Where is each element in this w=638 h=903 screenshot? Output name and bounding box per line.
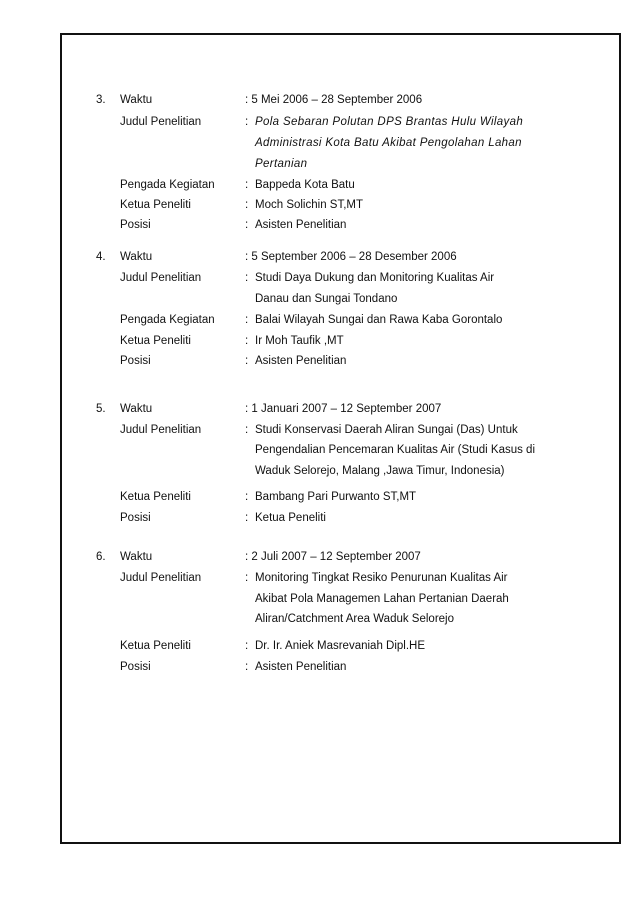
posisi-label: Posisi <box>120 512 151 524</box>
waktu-value: : 5 Mei 2006 – 28 September 2006 <box>245 94 423 106</box>
colon: : <box>245 335 249 347</box>
colon: : <box>245 661 249 673</box>
judul-line: Pertanian <box>255 158 308 170</box>
pengada-value: Balai Wilayah Sungai dan Rawa Kaba Gorontalo <box>255 314 503 326</box>
judul-line: Studi Konservasi Daerah Aliran Sungai (Das) Untuk <box>255 424 518 436</box>
judul-label: Judul Penelitian <box>120 424 202 436</box>
ketua-label: Ketua Peneliti <box>120 640 191 652</box>
colon: : <box>245 179 249 191</box>
judul-line: Aliran/Catchment Area Waduk Selorejo <box>255 613 455 625</box>
judul-line: Akibat Pola Managemen Lahan Pertanian Daerah <box>255 593 509 605</box>
waktu-value: : 1 Januari 2007 – 12 September 2007 <box>245 403 442 415</box>
entry-number: 5. <box>96 403 106 415</box>
colon: : <box>245 491 249 503</box>
waktu-label: Waktu <box>120 251 153 263</box>
waktu-value: : 2 Juli 2007 – 12 September 2007 <box>245 551 421 563</box>
colon: : <box>245 640 249 652</box>
judul-line: Waduk Selorejo, Malang ,Jawa Timur, Indonesia) <box>255 465 505 477</box>
judul-label: Judul Penelitian <box>120 272 202 284</box>
pengada-label: Pengada Kegiatan <box>120 179 215 191</box>
entry-number: 4. <box>96 251 106 263</box>
waktu-label: Waktu <box>120 94 153 106</box>
ketua-value: Bambang Pari Purwanto ST,MT <box>255 491 417 503</box>
judul-line: Pengendalian Pencemaran Kualitas Air (Studi Kasus di <box>255 444 536 456</box>
posisi-value: Ketua Peneliti <box>255 512 326 524</box>
pengada-label: Pengada Kegiatan <box>120 314 215 326</box>
colon: : <box>245 424 249 436</box>
waktu-label: Waktu <box>120 403 153 415</box>
ketua-label: Ketua Peneliti <box>120 199 191 211</box>
ketua-label: Ketua Peneliti <box>120 491 191 503</box>
judul-line: Monitoring Tingkat Resiko Penurunan Kualitas Air <box>255 572 508 584</box>
waktu-label: Waktu <box>120 551 153 563</box>
pengada-value: Bappeda Kota Batu <box>255 179 355 191</box>
waktu-value: : 5 September 2006 – 28 Desember 2006 <box>245 251 457 263</box>
ketua-value: Moch Solichin ST,MT <box>255 199 364 211</box>
entry-number: 6. <box>96 551 106 563</box>
page-border <box>60 33 621 844</box>
colon: : <box>245 355 249 367</box>
colon: : <box>245 199 249 211</box>
posisi-label: Posisi <box>120 219 151 231</box>
entry-number: 3. <box>96 94 106 106</box>
colon: : <box>245 572 249 584</box>
colon: : <box>245 314 249 326</box>
posisi-label: Posisi <box>120 355 151 367</box>
judul-line: Danau dan Sungai Tondano <box>255 293 398 305</box>
posisi-value: Asisten Penelitian <box>255 355 347 367</box>
colon: : <box>245 116 249 128</box>
judul-line: Studi Daya Dukung dan Monitoring Kualitas Air <box>255 272 495 284</box>
judul-label: Judul Penelitian <box>120 116 202 128</box>
ketua-label: Ketua Peneliti <box>120 335 191 347</box>
judul-line: Administrasi Kota Batu Akibat Pengolahan Lahan <box>255 137 522 149</box>
colon: : <box>245 512 249 524</box>
posisi-value: Asisten Penelitian <box>255 661 347 673</box>
colon: : <box>245 219 249 231</box>
judul-label: Judul Penelitian <box>120 572 202 584</box>
posisi-label: Posisi <box>120 661 151 673</box>
colon: : <box>245 272 249 284</box>
judul-line: Pola Sebaran Polutan DPS Brantas Hulu Wilayah <box>255 116 524 128</box>
ketua-value: Ir Moh Taufik ,MT <box>255 335 344 347</box>
ketua-value: Dr. Ir. Aniek Masrevaniah Dipl.HE <box>255 640 426 652</box>
posisi-value: Asisten Penelitian <box>255 219 347 231</box>
